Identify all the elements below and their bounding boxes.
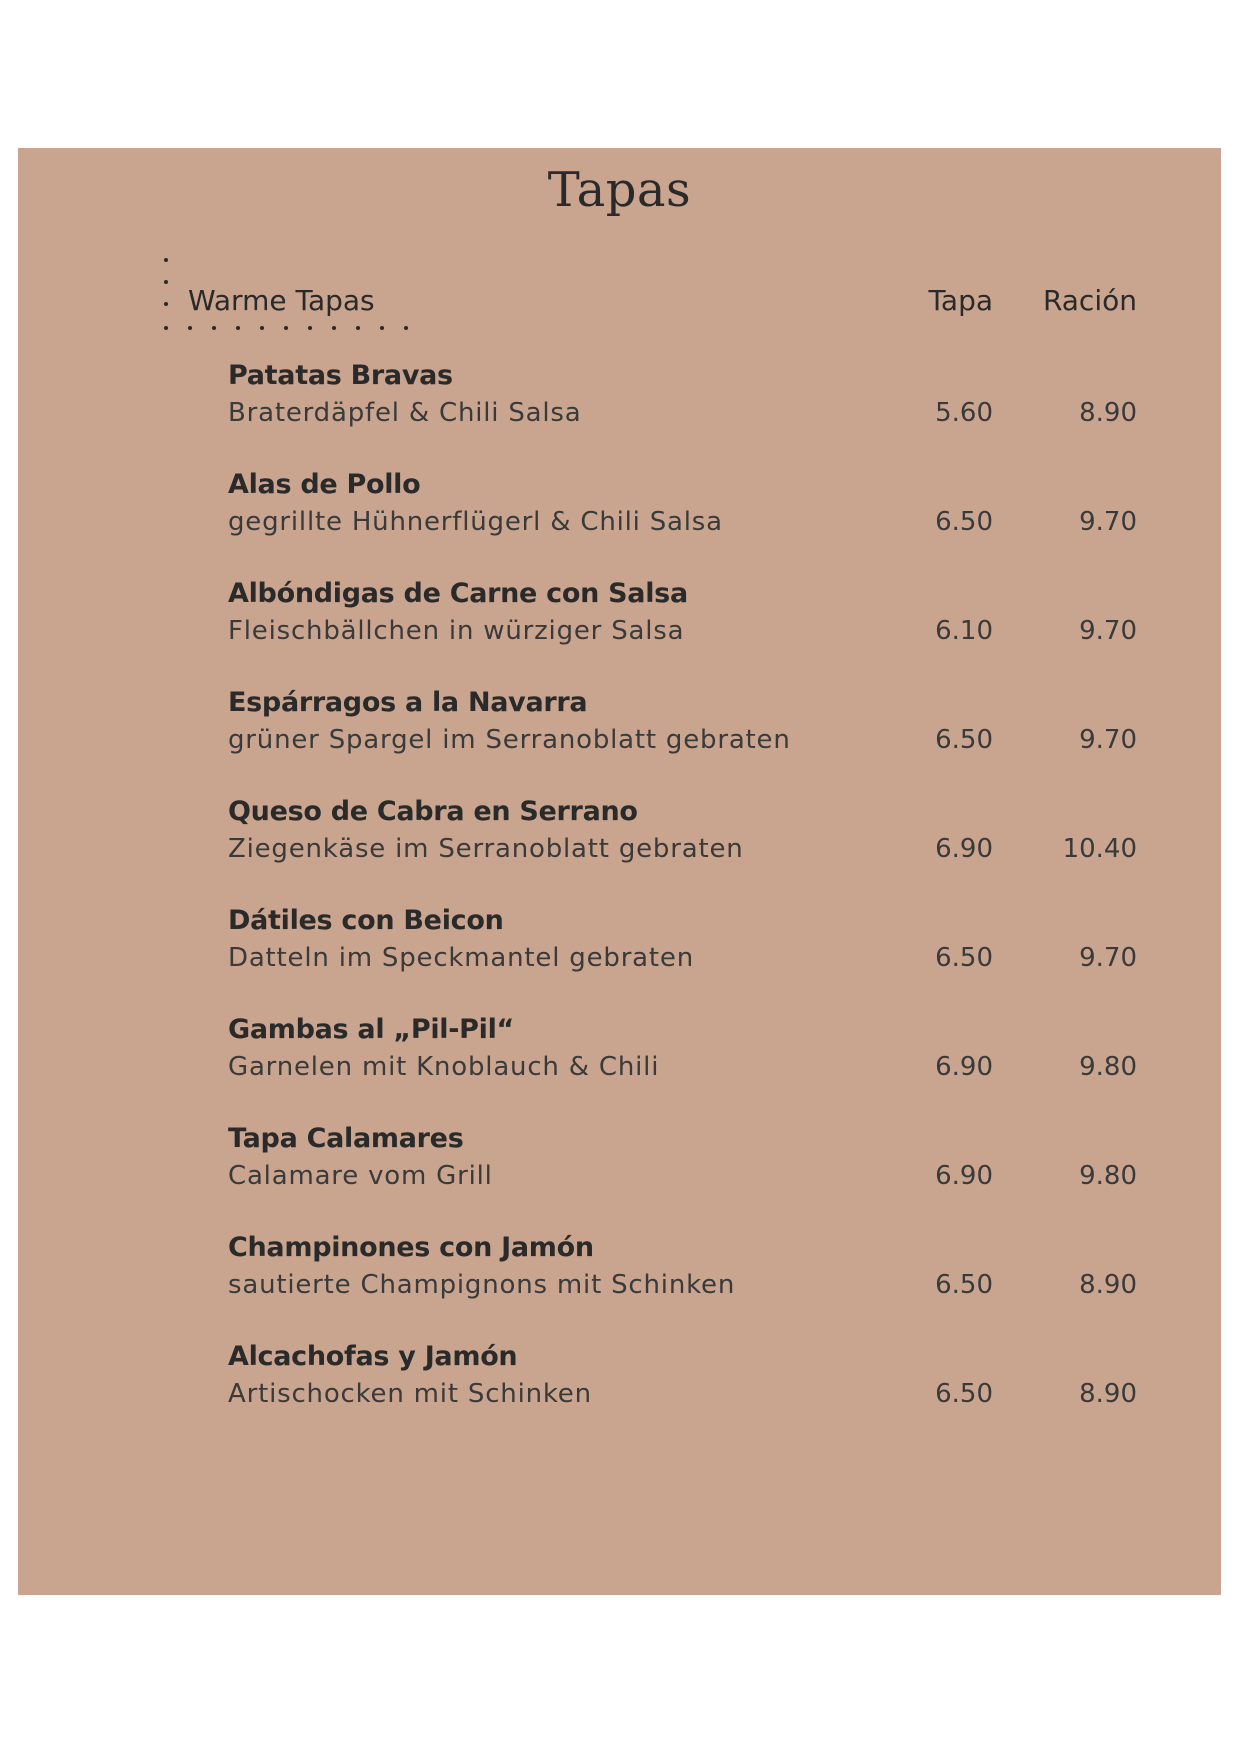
item-description: Calamare vom Grill — [228, 1161, 493, 1191]
price-tapa: 6.10 — [935, 616, 993, 646]
item-name: Dátiles con Beicon — [228, 905, 504, 936]
item-name: Albóndigas de Carne con Salsa — [228, 578, 688, 609]
menu-item — [18, 469, 1221, 578]
menu-item — [18, 796, 1221, 905]
item-description: grüner Spargel im Serranoblatt gebraten — [228, 725, 791, 755]
price-racion: 9.70 — [1079, 725, 1137, 755]
menu-item — [18, 1014, 1221, 1123]
price-tapa: 6.90 — [935, 1052, 993, 1082]
item-name: Alas de Pollo — [228, 469, 421, 500]
item-description: Fleischbällchen in würziger Salsa — [228, 616, 685, 646]
menu-item — [18, 1232, 1221, 1341]
price-racion: 9.80 — [1079, 1052, 1137, 1082]
menu-item — [18, 687, 1221, 796]
item-name: Tapa Calamares — [228, 1123, 464, 1154]
price-tapa: 6.90 — [935, 1161, 993, 1191]
item-description: Datteln im Speckmantel gebraten — [228, 943, 694, 973]
item-name: Queso de Cabra en Serrano — [228, 796, 638, 827]
item-name: Patatas Bravas — [228, 360, 453, 391]
price-racion: 10.40 — [1062, 834, 1137, 864]
item-name: Alcachofas y Jamón — [228, 1341, 518, 1372]
item-description: Braterdäpfel & Chili Salsa — [228, 398, 582, 428]
price-tapa: 6.50 — [935, 1379, 993, 1409]
item-description: gegrillte Hühnerflügerl & Chili Salsa — [228, 507, 723, 537]
menu-item — [18, 905, 1221, 1014]
price-tapa: 5.60 — [935, 398, 993, 428]
price-tapa: 6.50 — [935, 943, 993, 973]
column-header-tapa: Tapa — [928, 284, 993, 317]
item-description: Ziegenkäse im Serranoblatt gebraten — [228, 834, 744, 864]
item-description: sautierte Champignons mit Schinken — [228, 1270, 736, 1300]
item-name: Espárragos a la Navarra — [228, 687, 588, 718]
menu-title: Tapas — [547, 162, 692, 218]
item-description: Artischocken mit Schinken — [228, 1379, 592, 1409]
menu-item-list — [18, 360, 1221, 1450]
price-tapa: 6.50 — [935, 507, 993, 537]
menu-item — [18, 1341, 1221, 1450]
price-racion: 9.70 — [1079, 507, 1137, 537]
menu-item — [18, 578, 1221, 687]
decorative-dots-horizontal — [164, 326, 428, 330]
menu-item — [18, 1123, 1221, 1232]
item-description: Garnelen mit Knoblauch & Chili — [228, 1052, 660, 1082]
item-name: Champinones con Jamón — [228, 1232, 594, 1263]
menu-item — [18, 360, 1221, 469]
decorative-dots-vertical — [164, 258, 170, 324]
section-heading: Warme Tapas — [188, 284, 375, 317]
price-racion: 8.90 — [1079, 1379, 1137, 1409]
column-header-racion: Ración — [1042, 284, 1137, 317]
price-racion: 9.70 — [1079, 616, 1137, 646]
price-tapa: 6.50 — [935, 1270, 993, 1300]
price-racion: 9.70 — [1079, 943, 1137, 973]
item-name: Gambas al „Pil-Pil“ — [228, 1014, 515, 1045]
price-tapa: 6.90 — [935, 834, 993, 864]
price-racion: 9.80 — [1079, 1161, 1137, 1191]
menu-panel — [18, 148, 1221, 1595]
price-racion: 8.90 — [1079, 1270, 1137, 1300]
price-tapa: 6.50 — [935, 725, 993, 755]
price-racion: 8.90 — [1079, 398, 1137, 428]
